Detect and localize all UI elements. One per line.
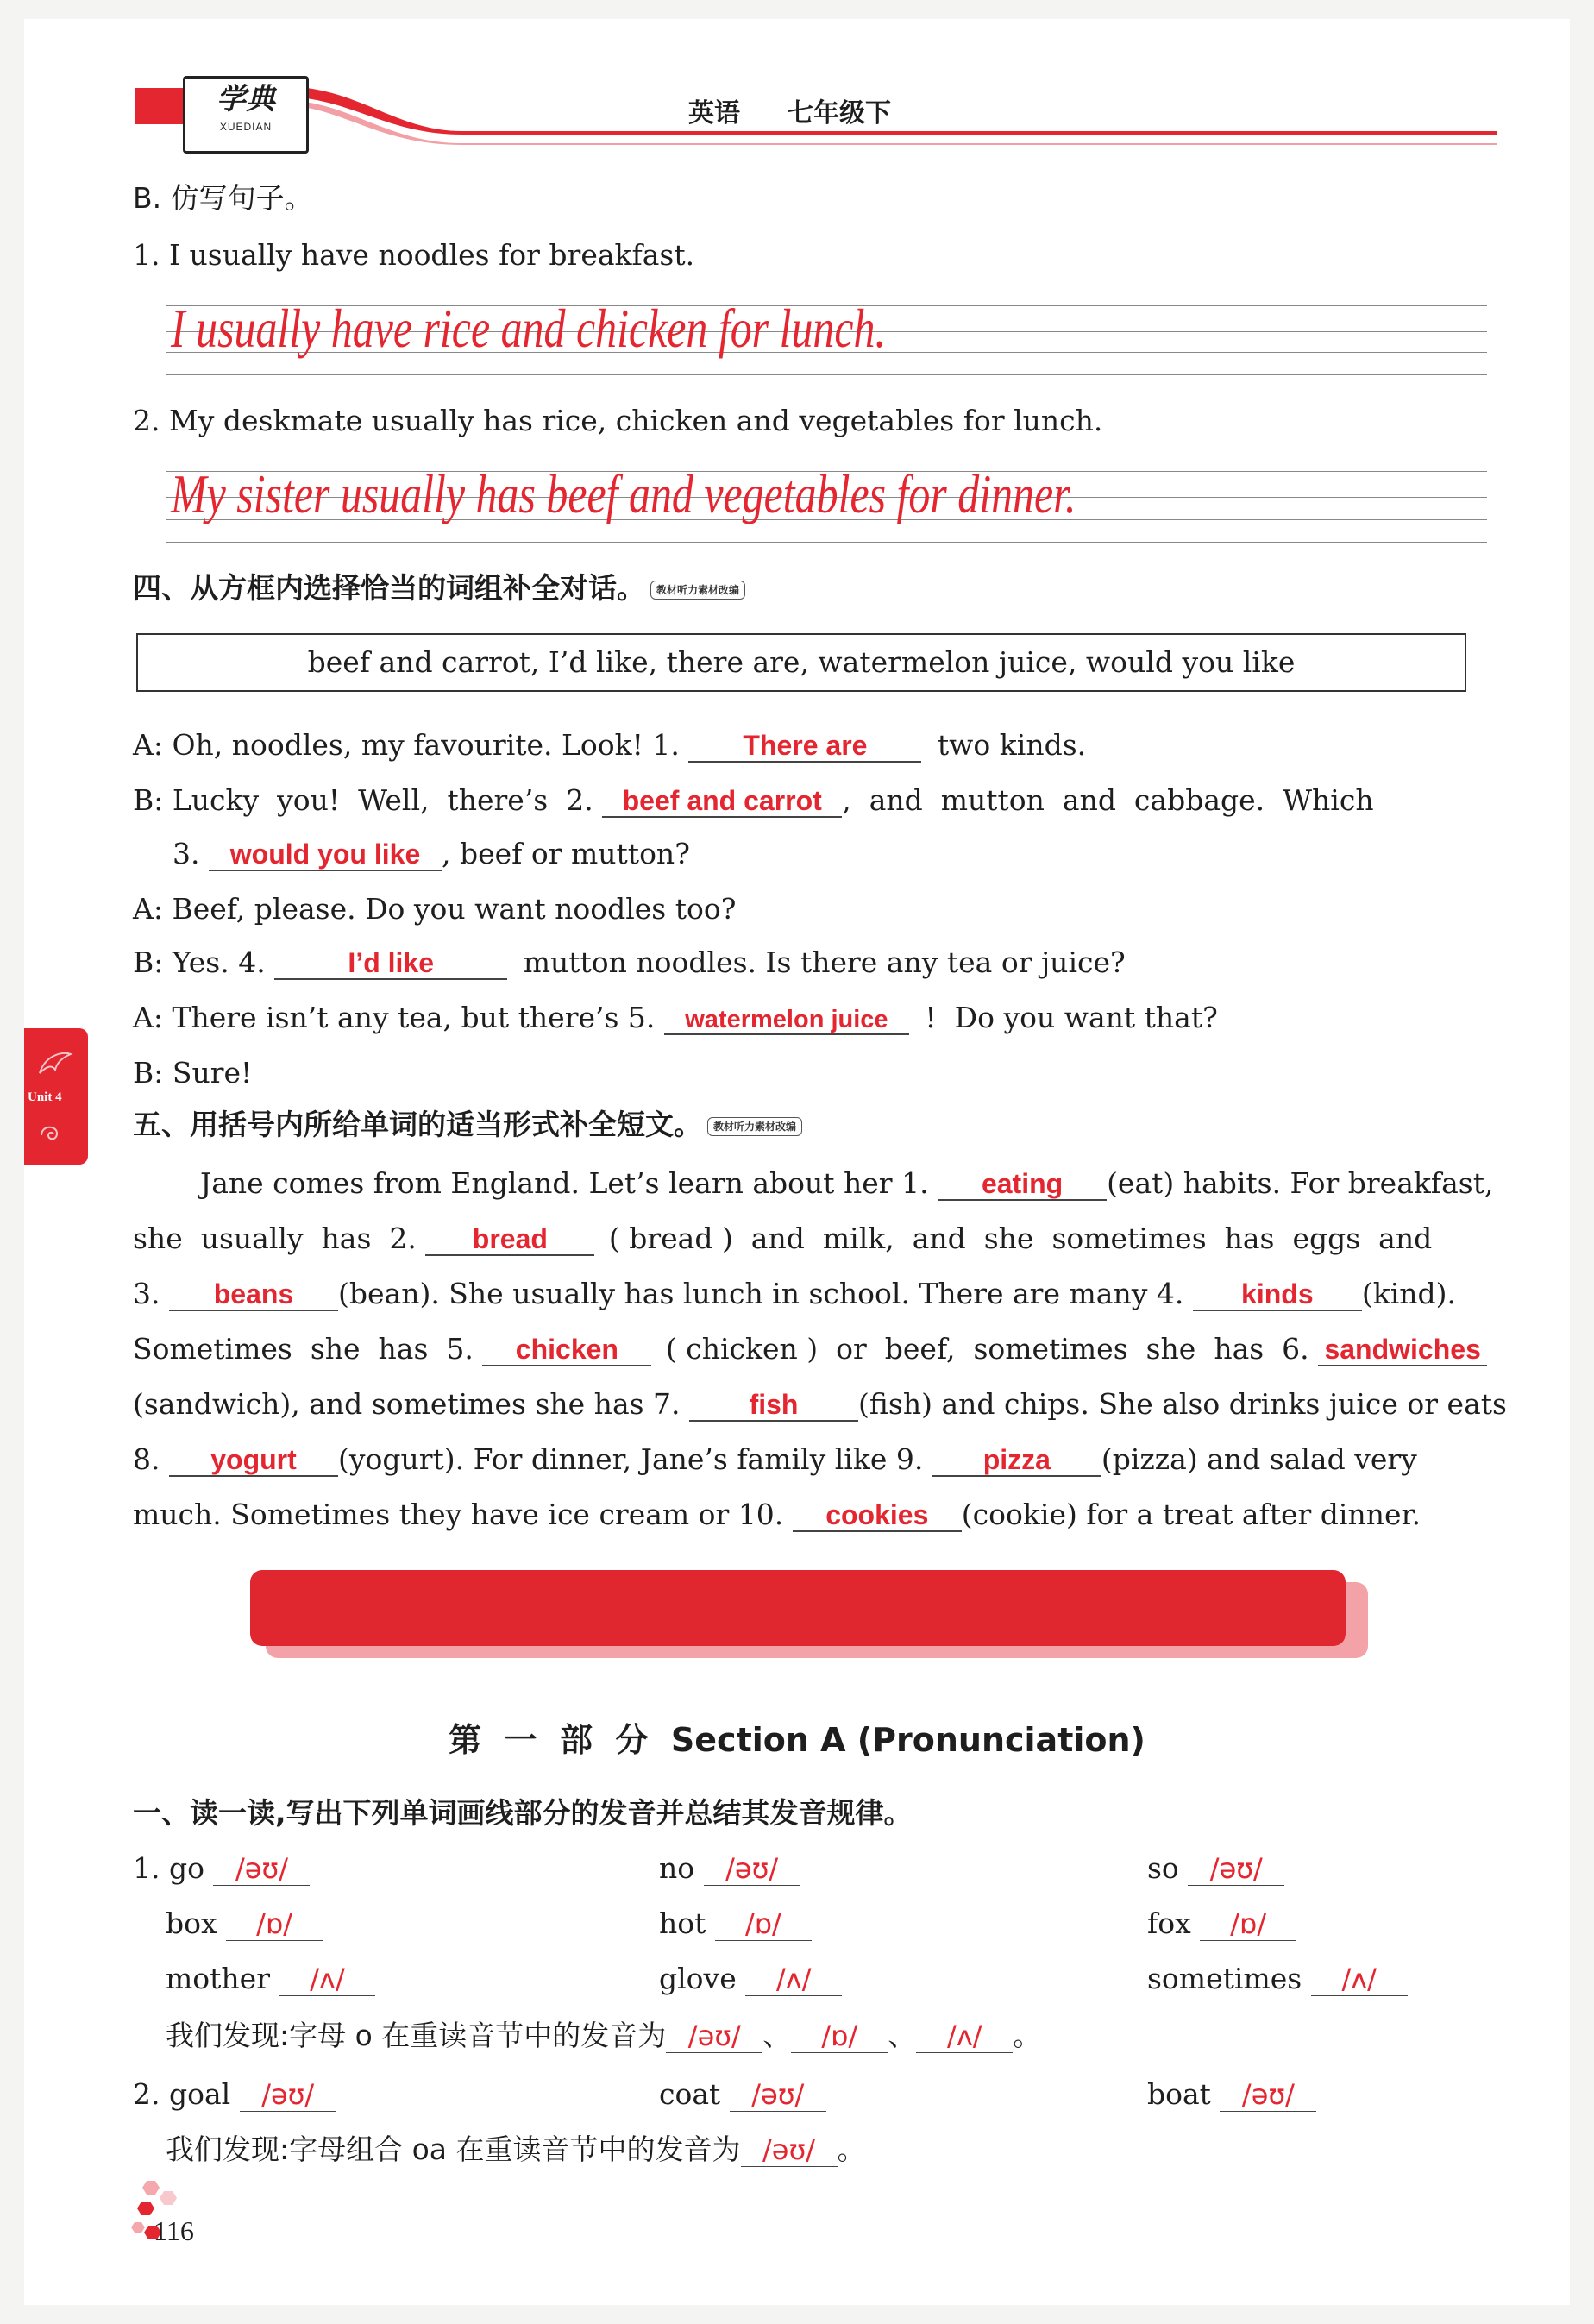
blank-p5[interactable] — [482, 1334, 651, 1366]
section-4-title-text: 四、从方框内选择恰当的词组补全对话。 — [133, 571, 645, 605]
phonics-row-3-col-3 — [1147, 1962, 1408, 1996]
phonics-row-3-col-2 — [659, 1962, 842, 1996]
passage-5a: (sandwich), and sometimes she has 7. — [133, 1387, 681, 1421]
phonics-blank[interactable] — [1188, 1852, 1284, 1886]
dialog-line-4: A: Beef, please. Do you want noodles too? — [133, 892, 737, 926]
dialog-line-6 — [133, 1001, 1218, 1035]
finding-1 — [166, 2019, 1041, 2053]
blank-p8[interactable] — [169, 1444, 338, 1477]
finding-1-text: 我们发现:字母 o 在重读音节中的发音为 — [166, 2019, 667, 2052]
finding-2-text: 我们发现:字母组合 oa 在重读音节中的发音为 — [166, 2132, 741, 2166]
finding-1-blank-1[interactable] — [666, 2019, 762, 2053]
word: 1. go — [133, 1851, 204, 1885]
blank-p10-answer: cookies — [825, 1499, 929, 1530]
phonics-answer: /əʊ/ — [1241, 2078, 1295, 2111]
passage-4a: Sometimes she has 5. — [133, 1332, 474, 1366]
passage-row-5 — [133, 1387, 1507, 1422]
blank-p1-answer: eating — [981, 1168, 1064, 1199]
word: no — [659, 1851, 695, 1885]
phonics-row-1-col-1 — [133, 1851, 310, 1886]
phonics-answer: /əʊ/ — [261, 2078, 315, 2111]
blank-p7-answer: fish — [749, 1389, 799, 1420]
blank-p10[interactable] — [793, 1499, 962, 1532]
finding-1-blank-3[interactable] — [916, 2019, 1013, 2053]
word: hot — [659, 1906, 706, 1940]
passage-row-1 — [200, 1166, 1493, 1201]
part-1-question-title: 一、读一读,写出下列单词画线部分的发音并总结其发音规律。 — [133, 1796, 913, 1830]
blank-p8-answer: yogurt — [210, 1444, 297, 1475]
dialog-line-3 — [173, 837, 690, 871]
blank-p2[interactable] — [425, 1223, 594, 1256]
page — [24, 19, 1570, 2305]
header-grade: 七年级下 — [788, 98, 891, 129]
passage-6a: 8. — [133, 1442, 160, 1476]
side-tab — [24, 1028, 88, 1165]
blank-2-answer: beef and carrot — [622, 785, 822, 816]
period: 。 — [1013, 2019, 1042, 2052]
period: 。 — [837, 2132, 866, 2166]
page-number: 116 — [154, 2215, 194, 2246]
passage-1b: (eat) habits. For breakfast, — [1107, 1166, 1494, 1200]
passage-6c: (pizza) and salad very — [1101, 1442, 1417, 1476]
blank-2[interactable] — [602, 785, 842, 818]
passage-1a: Jane comes from England. Let’s learn about her 1. — [200, 1166, 929, 1200]
blank-p9[interactable] — [932, 1444, 1101, 1477]
blank-5-answer: watermelon juice — [685, 1006, 888, 1033]
part-1-title: 第 一 部 分 Section A (Pronunciation) — [449, 1721, 1145, 1759]
phonics-row-3-col-1 — [166, 1962, 375, 1996]
passage-3b: (bean). She usually has lunch in school. There are many 4. — [338, 1277, 1184, 1310]
blank-p9-answer: pizza — [982, 1444, 1051, 1475]
writing-line — [166, 374, 1487, 375]
passage-row-6 — [133, 1442, 1417, 1477]
dialog-2-pre: B: Lucky you! Well, there’s 2. — [133, 783, 593, 817]
passage-3a: 3. — [133, 1277, 160, 1310]
handwritten-answer-1: I usually have rice and chicken for lunch. — [171, 298, 886, 359]
phonics-blank[interactable] — [240, 2078, 336, 2112]
dialog-line-1 — [133, 728, 1086, 763]
blank-3[interactable] — [209, 839, 442, 871]
phonics-blank[interactable] — [730, 2078, 826, 2112]
word: mother — [166, 1962, 270, 1995]
dialog-5-pre: B: Yes. 4. — [133, 945, 266, 979]
dialog-6-pre: A: There isn’t any tea, but there’s 5. — [133, 1001, 656, 1034]
blank-4-answer: I’d like — [348, 947, 435, 978]
dialog-3-pre: 3. — [173, 837, 200, 870]
header-subject: 英语 — [688, 98, 740, 129]
dialog-1-post: two kinds. — [937, 728, 1087, 762]
word: 2. goal — [133, 2077, 231, 2111]
blank-4[interactable] — [274, 947, 507, 980]
passage-2a: she usually has 2. — [133, 1222, 417, 1255]
phonics-answer: /əʊ/ — [725, 1852, 779, 1885]
phonics-blank[interactable] — [715, 1907, 812, 1941]
swirl-icon — [36, 1120, 74, 1151]
lesson-banner-text: 堂 堂 清 · 第 2 课 时 Section A (Pronunciation−2e) — [346, 1664, 1298, 1704]
dialog-2-post: , and mutton and cabbage. Which — [842, 783, 1374, 817]
passage-row-4 — [133, 1332, 1487, 1366]
finding-1-blank-2[interactable] — [791, 2019, 888, 2053]
phonics-row-2-col-3 — [1147, 1906, 1296, 1941]
passage-7a: much. Sometimes they have ice cream or 10. — [133, 1498, 784, 1531]
blank-p3-answer: beans — [213, 1278, 294, 1310]
dialog-line-5 — [133, 945, 1126, 980]
phonics-blank[interactable] — [1220, 2078, 1316, 2112]
passage-2b: ( bread ) and milk, and she sometimes has eggs and — [608, 1222, 1433, 1255]
phonics-blank[interactable] — [745, 1963, 842, 1996]
side-tab-label: Unit 4 — [28, 1090, 62, 1104]
phonics-answer: /əʊ/ — [235, 1852, 288, 1885]
dialog-1-pre: A: Oh, noodles, my favourite. Look! 1. — [133, 728, 680, 762]
blank-p1[interactable] — [938, 1168, 1107, 1201]
dialog-6-post: ! Do you want that? — [925, 1001, 1218, 1034]
finding-1-answer-2: /ɒ/ — [821, 2019, 858, 2052]
handwritten-answer-2: My sister usually has beef and vegetables for dinner. — [171, 463, 1076, 524]
finding-1-answer-3: /ʌ/ — [947, 2019, 982, 2052]
word: fox — [1147, 1906, 1191, 1940]
blank-3-answer: would you like — [229, 839, 421, 870]
blank-p5-answer: chicken — [515, 1334, 618, 1365]
dialog-3-post: , beef or mutton? — [442, 837, 690, 870]
blank-p2-answer: bread — [472, 1223, 548, 1254]
section-4-title — [133, 571, 745, 606]
passage-3c: (kind). — [1361, 1277, 1456, 1310]
blank-p6[interactable] — [1318, 1334, 1487, 1366]
passage-6b: (yogurt). For dinner, Jane’s family like 9. — [338, 1442, 924, 1476]
blank-p4-answer: kinds — [1241, 1278, 1314, 1310]
lesson-banner — [250, 1570, 1346, 1704]
word-box-text: beef and carrot, I’d like, there are, watermelon juice, would you like — [307, 645, 1296, 679]
phonics-row-2-col-2 — [659, 1906, 812, 1941]
dialog-line-2 — [133, 783, 1487, 818]
blank-1[interactable] — [688, 730, 921, 763]
header — [24, 19, 1570, 157]
phonics-row-2-col-1 — [166, 1906, 323, 1941]
dialog-line-7: B: Sure! — [133, 1056, 253, 1090]
finding-2 — [166, 2132, 866, 2167]
section-b-q1: 1. I usually have noodles for breakfast. — [133, 238, 695, 272]
section-5-tag: 教材听力素材改编 — [707, 1117, 802, 1136]
section-5-title — [133, 1108, 802, 1142]
phonics-blank[interactable] — [704, 1852, 800, 1886]
blank-p3[interactable] — [169, 1278, 338, 1311]
passage-row-2 — [133, 1222, 1432, 1256]
word: box — [166, 1906, 217, 1940]
phonics-answer: /əʊ/ — [1209, 1852, 1263, 1885]
phonics-row-4-col-1 — [133, 2077, 336, 2112]
dialog-5-post: mutton noodles. Is there any tea or juice? — [523, 945, 1126, 979]
phonics-blank[interactable] — [213, 1852, 310, 1886]
blank-5[interactable] — [664, 1002, 909, 1035]
phonics-answer: /ɒ/ — [744, 1907, 781, 1940]
word: sometimes — [1147, 1962, 1302, 1995]
logo-box — [183, 76, 309, 154]
section-b-title: B. 仿写句子。 — [133, 181, 313, 215]
word: glove — [659, 1962, 737, 1995]
separator: 、 — [888, 2019, 917, 2052]
passage-4b: ( chicken ) or beef, sometimes she has 6. — [665, 1332, 1309, 1366]
phonics-answer: /ʌ/ — [775, 1963, 812, 1995]
phonics-answer: /ɒ/ — [1230, 1907, 1267, 1940]
blank-p4[interactable] — [1193, 1278, 1362, 1311]
phonics-row-4-col-2 — [659, 2077, 826, 2112]
passage-7b: (cookie) for a treat after dinner. — [961, 1498, 1421, 1531]
writing-line — [166, 542, 1487, 543]
passage-row-3 — [133, 1277, 1456, 1311]
finding-2-answer: /əʊ/ — [762, 2133, 816, 2166]
blank-p7[interactable] — [689, 1389, 858, 1422]
phonics-blank[interactable] — [279, 1963, 375, 1996]
separator: 、 — [762, 2019, 792, 2052]
blank-p6-answer: sandwiches — [1324, 1334, 1481, 1365]
phonics-answer: /ʌ/ — [310, 1963, 345, 1995]
phonics-answer: /ɒ/ — [256, 1907, 293, 1940]
section-4-tag: 教材听力素材改编 — [650, 581, 745, 600]
blank-1-answer: There are — [743, 730, 868, 761]
word-box — [136, 633, 1466, 692]
phonics-blank[interactable] — [226, 1907, 323, 1941]
phonics-row-4-col-3 — [1147, 2077, 1316, 2112]
word: coat — [659, 2077, 721, 2111]
finding-2-blank[interactable] — [741, 2133, 838, 2167]
phonics-answer: /əʊ/ — [751, 2078, 805, 2111]
logo-en: XUEDIAN — [219, 121, 273, 133]
phonics-blank[interactable] — [1200, 1907, 1296, 1941]
phonics-row-1-col-2 — [659, 1851, 800, 1886]
wing-icon — [36, 1047, 74, 1082]
finding-1-answer-1: /əʊ/ — [687, 2019, 741, 2052]
section-5-title-text: 五、用括号内所给单词的适当形式补全短文。 — [133, 1108, 702, 1141]
phonics-answer: /ʌ/ — [1341, 1963, 1377, 1995]
passage-row-7 — [133, 1498, 1421, 1532]
section-b-q2: 2. My deskmate usually has rice, chicken and vegetables for lunch. — [133, 404, 1103, 437]
logo-cn: 学典 — [217, 82, 275, 116]
word: so — [1147, 1851, 1179, 1885]
phonics-blank[interactable] — [1311, 1963, 1408, 1996]
phonics-row-1-col-3 — [1147, 1851, 1284, 1886]
word: boat — [1147, 2077, 1211, 2111]
passage-5b: (fish) and chips. She also drinks juice or eats — [858, 1387, 1507, 1421]
